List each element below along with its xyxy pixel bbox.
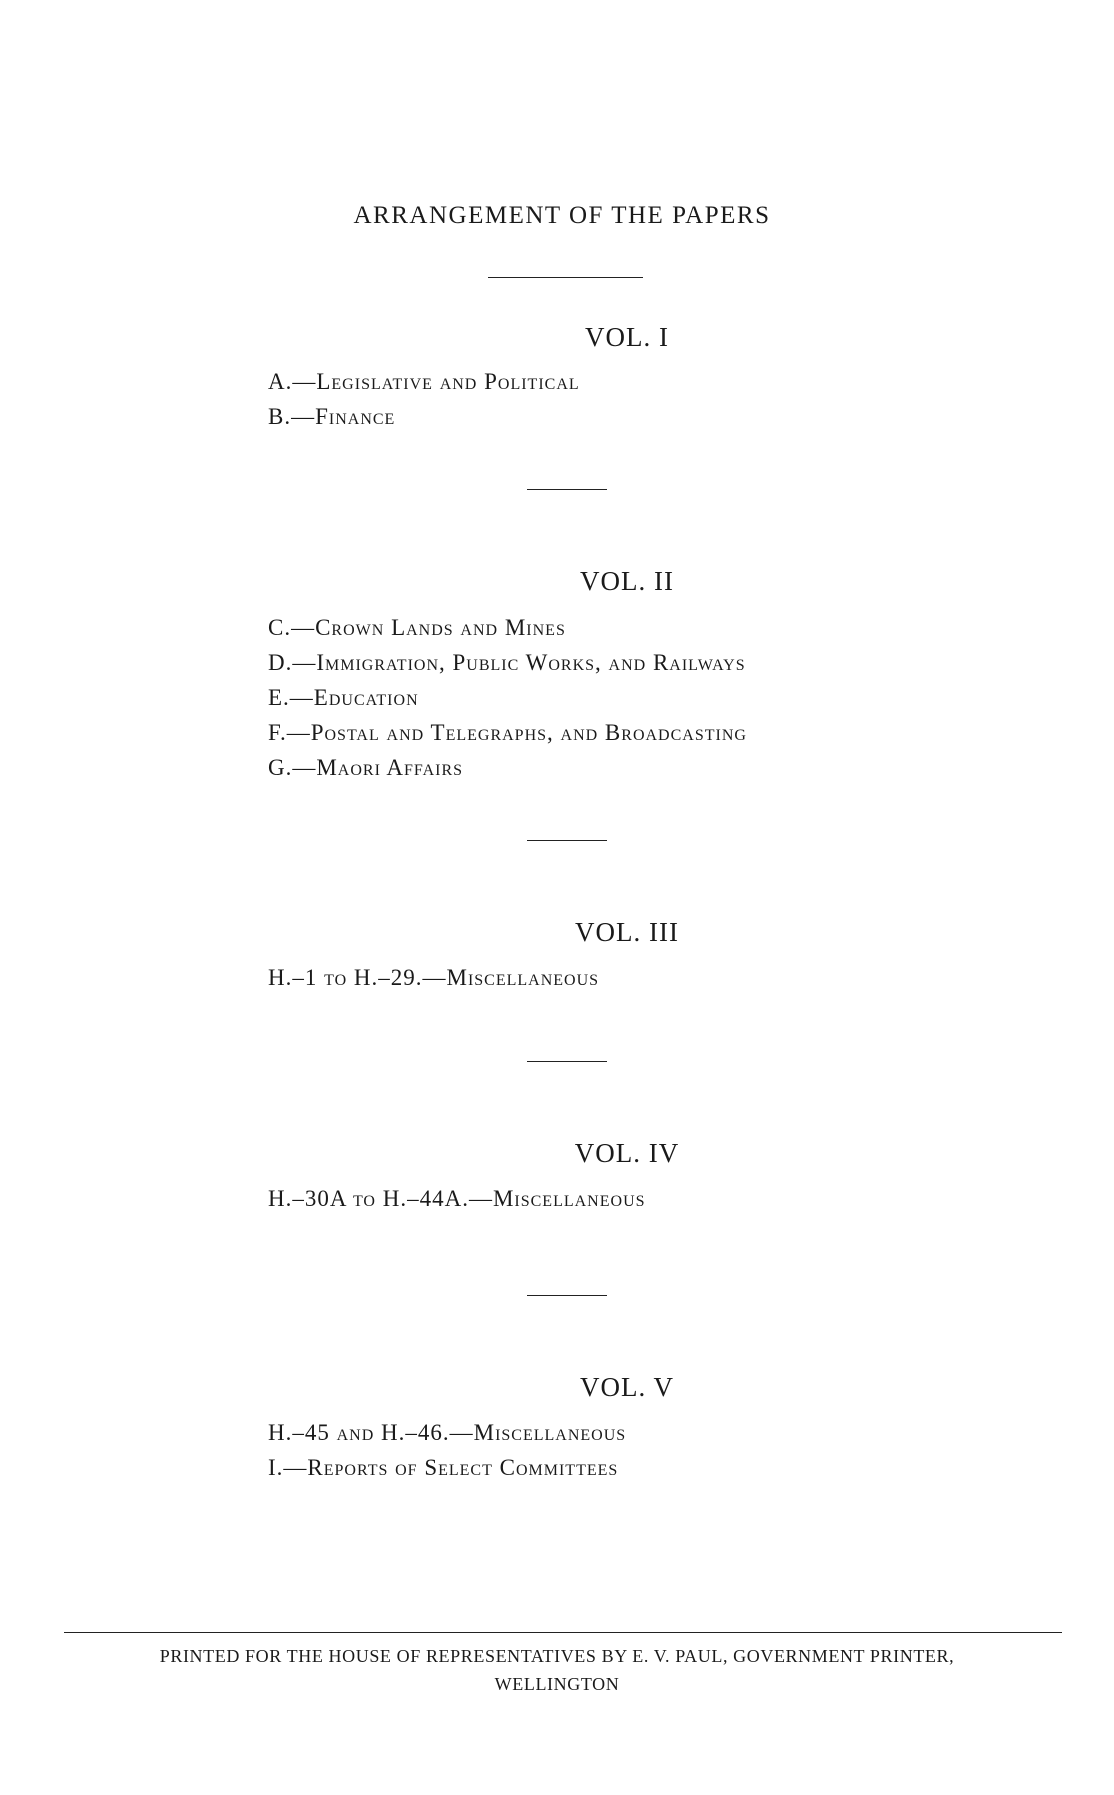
volume-2-entries xyxy=(268,610,747,785)
volume-entry: H.–30A to H.–44A.—Miscellaneous xyxy=(268,1186,646,1211)
title-rule xyxy=(488,277,643,278)
volume-1-title: VOL. I xyxy=(585,322,669,352)
volume-entry: H.–45 and H.–46.—Miscellaneous xyxy=(268,1420,627,1445)
volume-5-entries xyxy=(268,1415,626,1485)
section-rule xyxy=(527,489,607,490)
volume-entry: I.—Reports of Select Committees xyxy=(268,1455,619,1480)
volume-3-title: VOL. III xyxy=(575,917,679,947)
section-rule xyxy=(527,1061,607,1062)
volume-entry: H.–1 to H.–29.—Miscellaneous xyxy=(268,965,600,990)
footer-rule xyxy=(64,1632,1062,1633)
section-rule xyxy=(527,1295,607,1296)
volume-entry: F.—Postal and Telegraphs, and Broadcasting xyxy=(268,720,747,745)
volume-entry: G.—Maori Affairs xyxy=(268,755,464,780)
section-rule xyxy=(527,840,607,841)
volume-entry: E.—Education xyxy=(268,685,419,710)
volume-entry: D.—Immigration, Public Works, and Railways xyxy=(268,650,746,675)
volume-entry: B.—Finance xyxy=(268,404,396,429)
volume-entry: A.—Legislative and Political xyxy=(268,369,580,394)
volume-entry: C.—Crown Lands and Mines xyxy=(268,615,566,640)
volume-4-title: VOL. IV xyxy=(574,1138,680,1168)
volume-2-title: VOL. II xyxy=(580,566,674,596)
volume-3-entries xyxy=(268,960,599,995)
printer-imprint: PRINTED FOR THE HOUSE OF REPRESENTATIVES BY E. V. PAUL, GOVERNMENT PRINTER, xyxy=(159,1646,955,1666)
page-title: ARRANGEMENT OF THE PAPERS xyxy=(353,202,771,229)
volume-5-title: VOL. V xyxy=(579,1372,674,1402)
volume-4-entries xyxy=(268,1181,646,1216)
volume-1-entries xyxy=(268,364,580,434)
printer-location: WELLINGTON xyxy=(494,1674,620,1694)
